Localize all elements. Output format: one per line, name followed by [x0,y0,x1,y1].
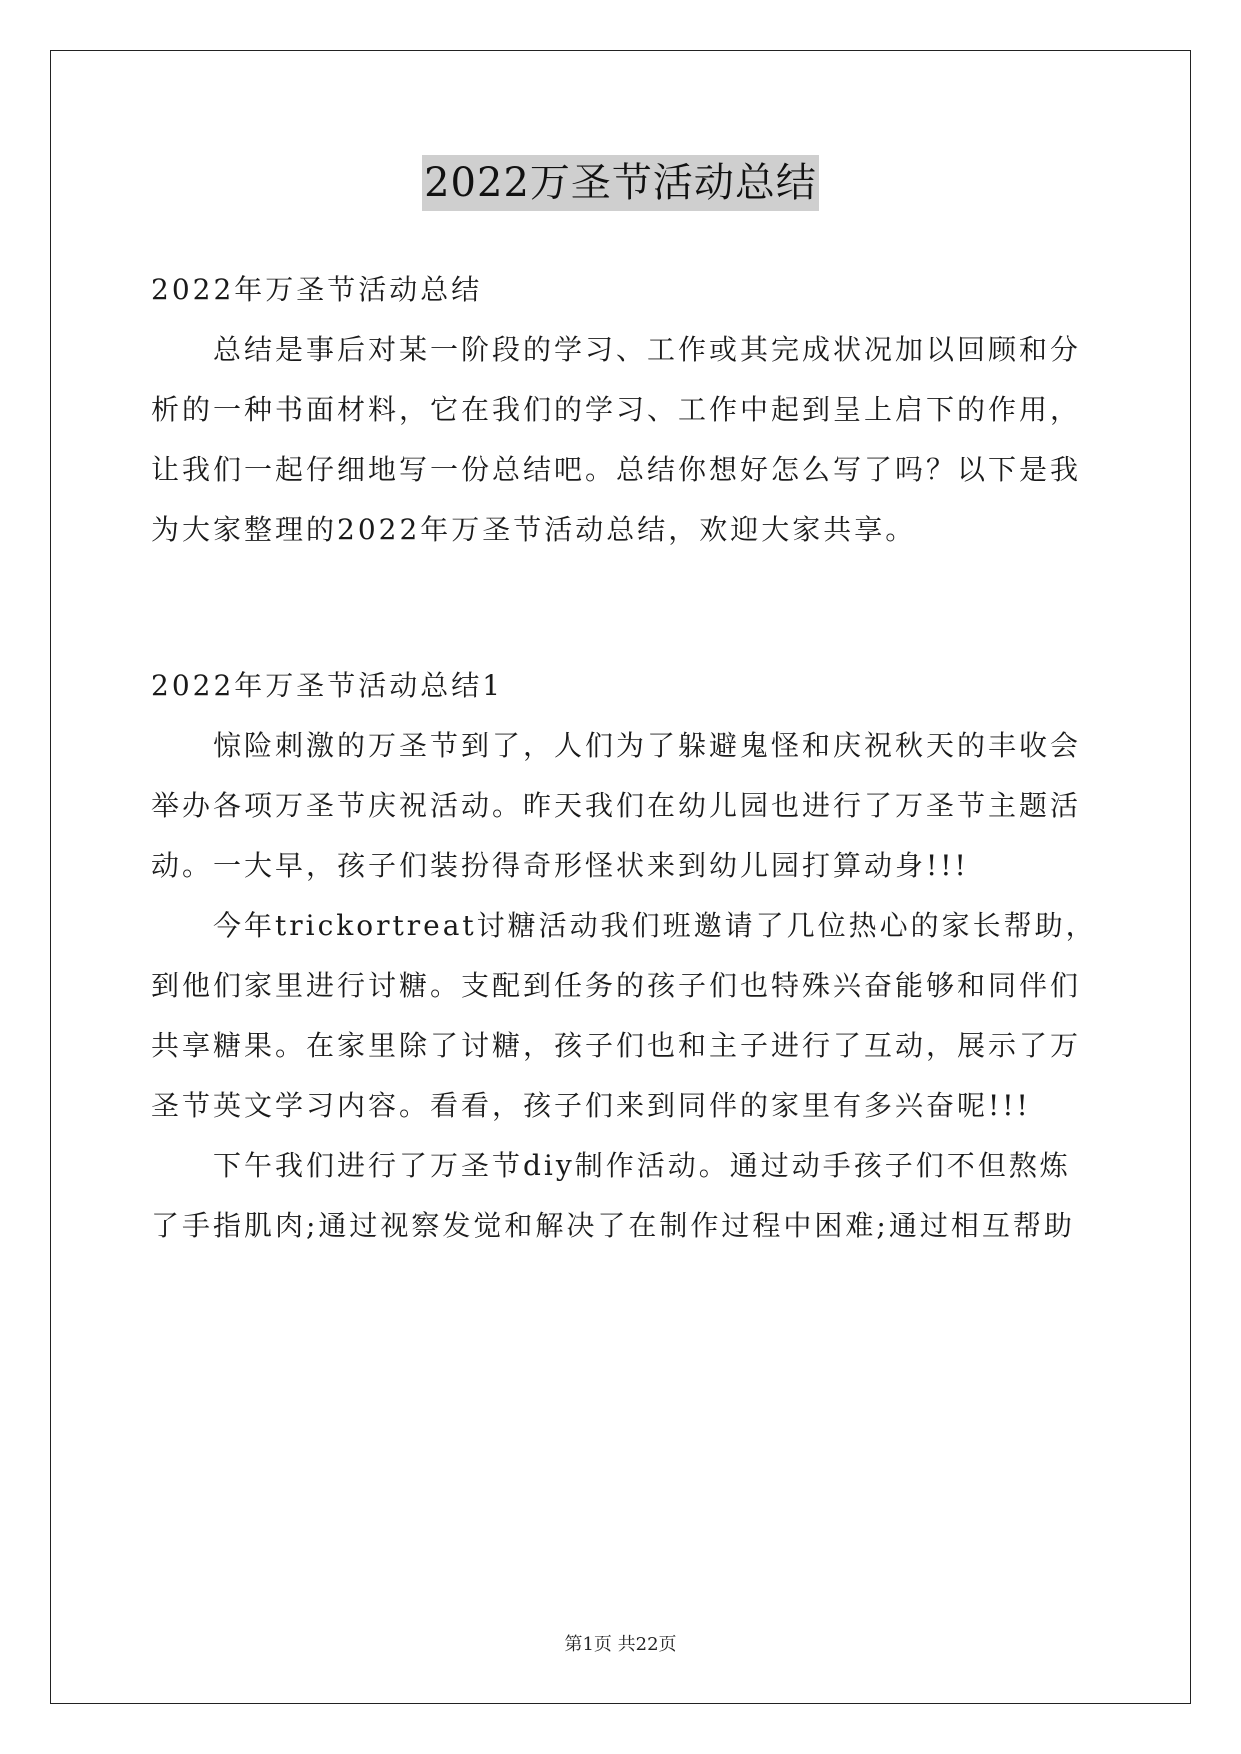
paragraph-line: 动。一大早，孩子们装扮得奇形怪状来到幼儿园打算动身!!! [151,849,969,882]
paragraph-line: 到他们家里进行讨糖。支配到任务的孩子们也特殊兴奋能够和同伴们 [151,969,1082,1002]
subtitle: 2022年万圣节活动总结 [151,273,483,306]
document-title: 2022万圣节活动总结 [422,155,819,211]
page-number-footer: 第1页 共22页 [564,1634,677,1655]
paragraph-line: 今年trickortreat讨糖活动我们班邀请了几位热心的家长帮助， [213,909,1097,942]
intro-line: 让我们一起仔细地写一份总结吧。总结你想好怎么写了吗？以下是我 [151,453,1082,486]
paragraph-line: 下午我们进行了万圣节diy制作活动。通过动手孩子们不但熬炼 [213,1149,1071,1182]
paragraph-line: 共享糖果。在家里除了讨糖，孩子们也和主子进行了互动，展示了万 [151,1029,1082,1062]
intro-line: 总结是事后对某一阶段的学习、工作或其完成状况加以回顾和分 [213,333,1082,366]
paragraph-line: 惊险刺激的万圣节到了，人们为了躲避鬼怪和庆祝秋天的丰收会 [213,729,1082,762]
paragraph-line: 举办各项万圣节庆祝活动。昨天我们在幼儿园也进行了万圣节主题活 [151,789,1082,822]
intro-line: 为大家整理的2022年万圣节活动总结，欢迎大家共享。 [151,513,917,546]
document-body [151,260,1101,1256]
section-heading: 2022年万圣节活动总结1 [151,669,504,702]
paragraph-line: 了手指肌肉;通过视察发觉和解决了在制作过程中困难;通过相互帮助 [151,1209,1075,1242]
section-spacer [151,560,1101,656]
title-container [0,155,1241,211]
intro-line: 析的一种书面材料，它在我们的学习、工作中起到呈上启下的作用， [151,393,1082,426]
paragraph-line: 圣节英文学习内容。看看，孩子们来到同伴的家里有多兴奋呢!!! [151,1089,1031,1122]
